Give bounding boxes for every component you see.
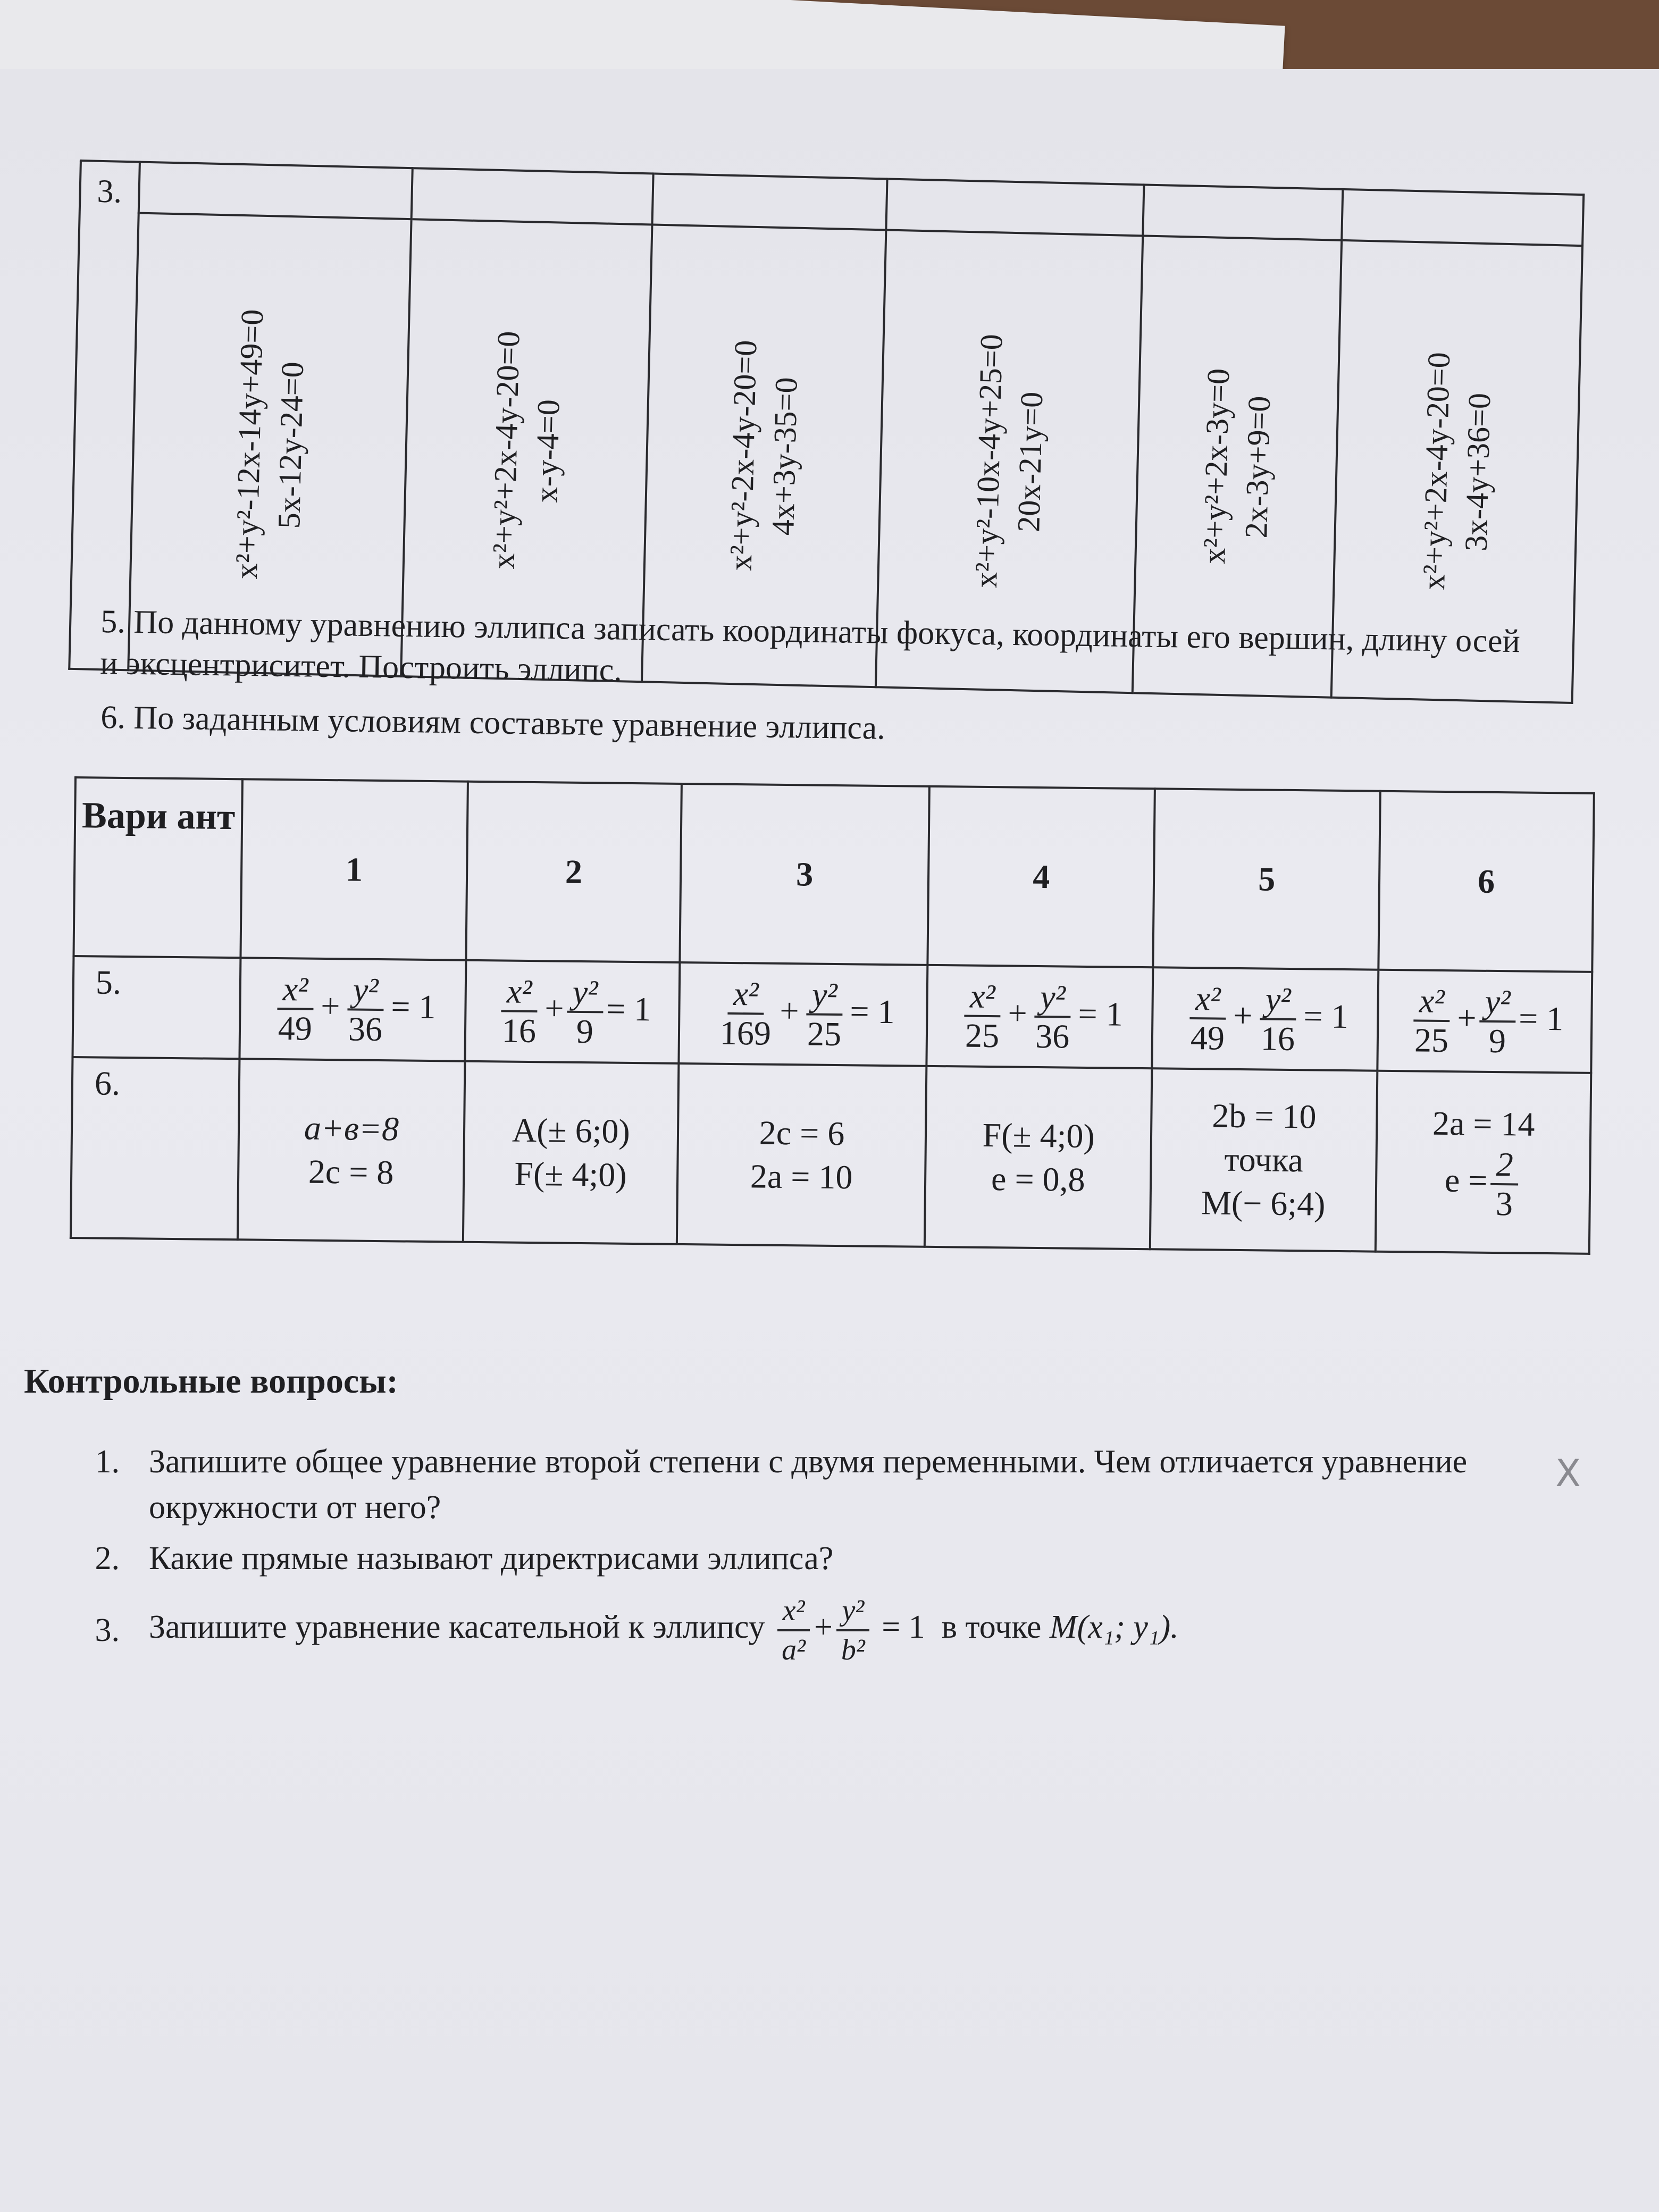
condition-line: A(± 6;0) — [512, 1111, 631, 1150]
condition-line: a+в=8 — [304, 1109, 399, 1148]
frac-num: y² — [807, 976, 843, 1016]
row-label-6: 6. — [71, 1057, 240, 1239]
frac-num: x² — [728, 975, 764, 1015]
line-equation: 4x+3y-35=0 — [765, 376, 805, 536]
row-task6 — [71, 1057, 1591, 1254]
circle-equation: x²+y²+2x-4y-20=0 — [485, 330, 526, 569]
frac-den: 3 — [1495, 1185, 1513, 1223]
circle-equation: x²+y²+2x-3y=0 — [1196, 368, 1236, 565]
task3-header-cell — [412, 168, 654, 224]
frac-num: x² — [277, 970, 313, 1010]
variant-number: 5 — [1153, 789, 1380, 969]
frac-den: 36 — [348, 1010, 383, 1049]
frac-num: y² — [1479, 983, 1515, 1023]
circle-equation: x²+y²-10x-4y+25=0 — [968, 333, 1009, 589]
condition-line: точка — [1224, 1140, 1304, 1179]
plus-sign: + — [1457, 998, 1477, 1037]
frac-num: y² — [1260, 981, 1296, 1020]
question-item — [24, 1536, 1566, 1581]
equals-one: = 1 — [391, 987, 436, 1026]
frac-num: 2 — [1490, 1146, 1519, 1186]
variant-number: 2 — [466, 782, 681, 962]
point-notation: M(x₁; y₁). — [1049, 1609, 1179, 1646]
frac-den: 169 — [719, 1013, 772, 1052]
question-text-before: Запишите уравнение касательной к эллипсу — [149, 1609, 765, 1646]
variants-table — [70, 776, 1595, 1255]
condition-cell — [238, 1059, 465, 1242]
question-number: 1. — [95, 1444, 120, 1480]
question-text-after: в точке — [941, 1609, 1042, 1646]
frac-num: x² — [965, 978, 1001, 1018]
plus-sign: + — [1008, 994, 1028, 1032]
condition-line: e = — [1444, 1161, 1488, 1200]
condition-line: 2c = 8 — [308, 1152, 394, 1192]
condition-line: e = 0,8 — [991, 1160, 1086, 1199]
variant-number: 6 — [1378, 791, 1594, 972]
ellipse-equation-cell — [927, 965, 1153, 1068]
question-text: Запишите уравнение касательной к эллипсу $\frac{\text{x²}}{\text{a²}}$ + $\frac{\text{y²}}{\text{b²}}$ = 1 в точке M(x₁; y₁). — [149, 1592, 1566, 1669]
condition-line: 2a = 14 — [1432, 1104, 1535, 1143]
variant-number: 3 — [680, 784, 929, 965]
line-equation: 5x-12y-24=0 — [271, 361, 310, 529]
questions-title: Контрольные вопросы: — [24, 1362, 398, 1401]
frac-num: y² — [567, 974, 603, 1013]
condition-cell — [1150, 1068, 1377, 1251]
equals-one: = 1 — [1303, 996, 1348, 1035]
equals-one: = 1 — [606, 990, 651, 1028]
task-5-text: 5. По данному уравнению эллипса записать координаты фокуса, координаты его вершин, длину осей и эксцентриситет. Построить эллипс. — [99, 603, 1521, 689]
frac-num: x² — [777, 1592, 810, 1631]
frac-den: 9 — [1488, 1021, 1506, 1060]
line-equation: 3x-4y+36=0 — [1458, 392, 1497, 552]
ellipse-equation-cell — [1152, 967, 1379, 1070]
condition-cell — [1376, 1071, 1591, 1254]
frac-num: x² — [1190, 980, 1226, 1020]
circle-equation: x²+y²-2x-4y-20=0 — [723, 339, 764, 571]
condition-line: 2a = 10 — [750, 1157, 853, 1196]
condition-line: 2c = 6 — [759, 1113, 845, 1153]
frac-den: 16 — [1260, 1019, 1295, 1058]
frac-den: 49 — [1190, 1019, 1225, 1057]
question-item — [24, 1439, 1566, 1530]
question-number: 2. — [95, 1540, 120, 1577]
row-label-5: 5. — [72, 956, 240, 1059]
task3-row-label: 3. — [69, 161, 139, 670]
condition-line: 2b = 10 — [1212, 1096, 1317, 1136]
frac-den: 36 — [1035, 1017, 1070, 1055]
worksheet-page — [0, 69, 1659, 2212]
question-text: Какие прямые называют директрисами эллипса? — [149, 1540, 834, 1577]
variant-number: 4 — [928, 786, 1155, 967]
frac-den: 25 — [965, 1016, 1000, 1055]
task-6-text: 6. По заданным условиям составьте уравнение эллипса. — [100, 699, 886, 747]
task3-header-cell — [886, 179, 1144, 236]
margin-mark-icon: X — [1555, 1452, 1581, 1495]
condition-cell — [925, 1066, 1152, 1249]
frac-den: 25 — [807, 1015, 842, 1053]
plus-sign: + — [544, 988, 564, 1027]
line-equation: 20x-21y=0 — [1011, 391, 1050, 533]
frac-num: y² — [348, 971, 384, 1011]
questions-list — [24, 1439, 1566, 1669]
frac-num: y² — [1035, 978, 1071, 1018]
condition-cell — [677, 1063, 927, 1247]
equals-one: = 1 — [850, 992, 895, 1030]
frac-den: b² — [841, 1633, 865, 1666]
circle-equation: x²+y²+2x-4y-20=0 — [1415, 351, 1457, 591]
ellipse-equation-cell — [678, 962, 927, 1066]
condition-line: M(− 6;4) — [1201, 1184, 1326, 1223]
variants-header-row — [73, 777, 1594, 972]
equals-one: = 1 — [1078, 994, 1124, 1033]
line-equation: 2x-3y+9=0 — [1238, 395, 1277, 539]
task3-header-cell — [1342, 189, 1584, 246]
line-equation: x-y-4=0 — [529, 399, 566, 503]
ellipse-equation-cell — [239, 958, 466, 1061]
task3-header-cell — [138, 162, 412, 220]
condition-line: F(± 4;0) — [514, 1154, 627, 1194]
condition-line: F(± 4;0) — [982, 1116, 1095, 1155]
circle-equation: x²+y²-12x-14y+49=0 — [228, 308, 270, 580]
condition-cell — [463, 1061, 679, 1244]
equals-one: = 1 — [882, 1609, 925, 1646]
ellipse-equation-cell — [1377, 970, 1592, 1073]
frac-num: x² — [1414, 982, 1450, 1022]
plus-sign: + — [1233, 996, 1253, 1034]
task3-header-cell — [1143, 185, 1343, 240]
frac-num: x² — [501, 973, 538, 1012]
control-questions — [24, 1361, 1566, 1674]
frac-num: y² — [836, 1592, 869, 1631]
frac-den: 16 — [501, 1011, 537, 1050]
frac-den: 49 — [278, 1009, 313, 1048]
variant-number: 1 — [240, 779, 467, 960]
frac-den: a² — [782, 1633, 806, 1666]
plus-sign: + — [320, 986, 340, 1025]
variant-header-label: Вари ант — [73, 777, 242, 958]
frac-den: 25 — [1414, 1021, 1449, 1060]
plus-sign: + — [780, 991, 799, 1029]
question-item — [24, 1592, 1566, 1669]
variants-table-wrap — [70, 776, 1595, 1260]
equals-one: = 1 — [1518, 999, 1564, 1038]
row-task5 — [72, 956, 1592, 1073]
question-number: 3. — [95, 1612, 120, 1648]
frac-den: 9 — [576, 1012, 594, 1051]
question-text: Запишите общее уравнение второй степени с двумя переменными. Чем отличается уравнение окружности от него? — [149, 1444, 1468, 1526]
task3-header-cell — [652, 173, 887, 230]
ellipse-equation-cell — [465, 960, 680, 1063]
